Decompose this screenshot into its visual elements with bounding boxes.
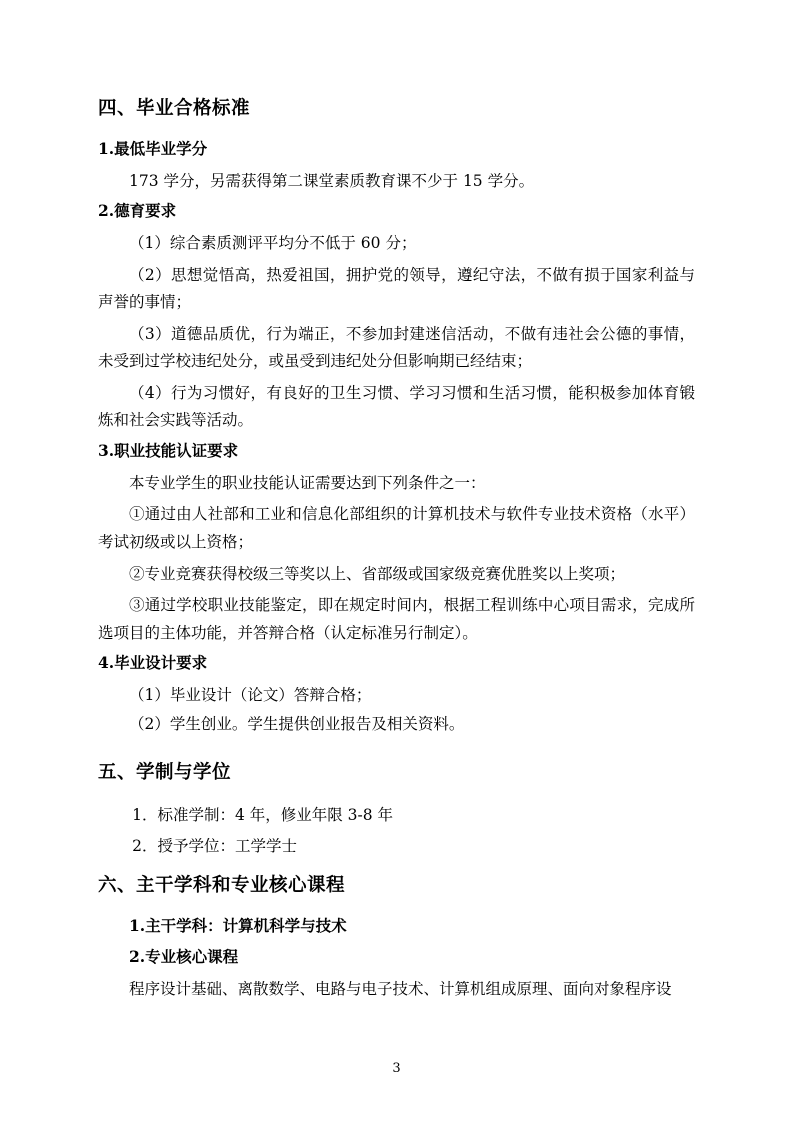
para-moral-4: （4）行为习惯好，有良好的卫生习惯、学习习惯和生活习惯，能积极参加体育锻炼和社会实践等活动。 bbox=[98, 383, 695, 430]
para-moral-1: （1）综合素质测评平均分不低于 60 分； bbox=[129, 233, 417, 252]
subheading-main-discipline: 1.主干学科：计算机科学与技术 bbox=[129, 916, 347, 936]
para-thesis-2: （2）学生创业。学生提供创业报告及相关资料。 bbox=[129, 714, 465, 733]
section-heading-2: 五、学制与学位 bbox=[98, 762, 232, 784]
para-min-credits: 173 学分，另需获得第二课堂素质教育课不少于 15 学分。 bbox=[129, 171, 535, 190]
para-skill-1: ①通过由人社部和工业和信息化部组织的计算机技术与软件专业技术资格（水平）考试初级或以上资格； bbox=[98, 505, 695, 551]
subheading-skill-certification: 3.职业技能认证要求 bbox=[98, 440, 239, 460]
subheading-core-courses: 2.专业核心课程 bbox=[129, 946, 239, 966]
para-skill-3: ③通过学校职业技能鉴定，即在规定时间内，根据工程训练中心项目需求，完成所选项目的主体功能，并答辩合格（认定标准另行制定）。 bbox=[98, 596, 695, 642]
para-moral-2: （2）思想觉悟高，热爱祖国，拥护党的领导，遵纪守法，不做有损于国家利益与声誉的事情； bbox=[98, 265, 695, 312]
list-item-schooling-length: 1．标准学制：4 年，修业年限 3-8 年 bbox=[132, 805, 394, 824]
spacer bbox=[98, 739, 695, 759]
subheading-min-credits: 1.最低毕业学分 bbox=[98, 138, 208, 158]
subheading-moral-requirements: 2.德育要求 bbox=[98, 201, 177, 221]
spacer bbox=[98, 862, 695, 872]
section-heading-1: 四、毕业合格标准 bbox=[98, 98, 251, 119]
subheading-thesis-requirements: 4.毕业设计要求 bbox=[98, 653, 208, 673]
para-moral-3: （3）道德品质优，行为端正，不参加封建迷信活动，不做有违社会公德的事情，未受到过学校违纪处分，或虽受到违纪处分但影响期已经结束； bbox=[98, 324, 695, 371]
list-item-degree: 2．授予学位：工学学士 bbox=[132, 836, 297, 855]
para-skill-intro: 本专业学生的职业技能认证需要达到下列条件之一： bbox=[129, 473, 486, 492]
para-core-courses-list: 程序设计基础、离散数学、电路与电子技术、计算机组成原理、面向对象程序设 bbox=[129, 979, 672, 998]
para-thesis-1: （1）毕业设计（论文）答辩合格； bbox=[129, 686, 372, 705]
para-skill-2: ②专业竞赛获得校级三等奖以上、省部级或国家级竞赛优胜奖以上奖项； bbox=[129, 564, 626, 583]
section-heading-3: 六、主干学科和专业核心课程 bbox=[98, 875, 346, 897]
page-number: 3 bbox=[392, 1061, 401, 1076]
